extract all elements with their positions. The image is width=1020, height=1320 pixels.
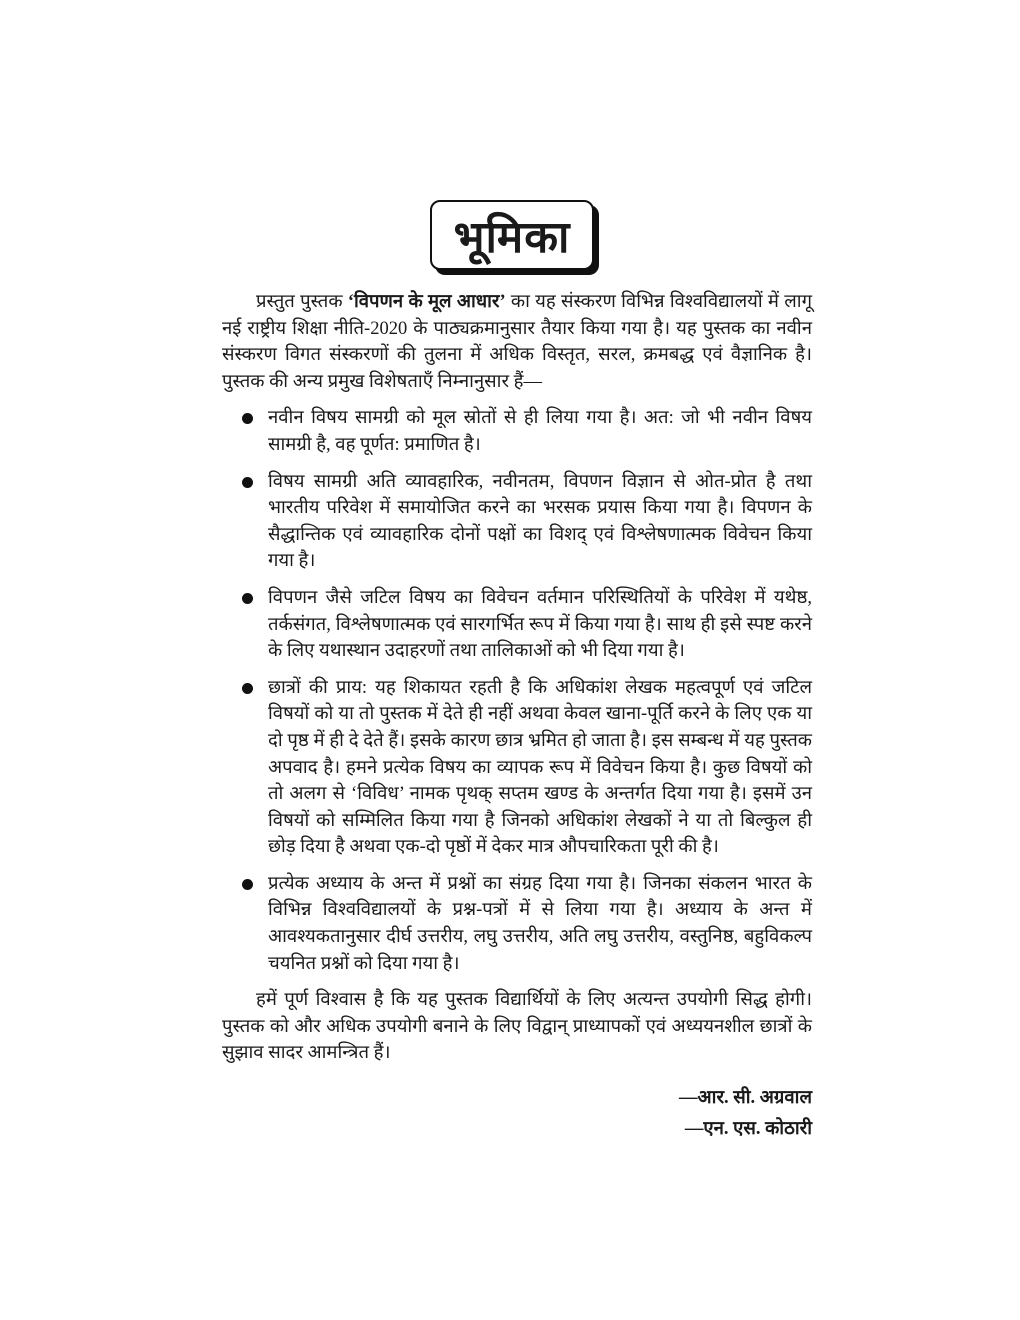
preface-body [222,289,812,1142]
list-item [222,871,812,977]
intro-paragraph [222,289,812,395]
list-item [222,405,812,458]
features-list [222,405,812,977]
list-item-text: विषय सामग्री अति व्यावहारिक, नवीनतम, विपणन विज्ञान से ओत-प्रोत है तथा भारतीय परिवेश में समायोजित करने का भरसक प्रयास किया गया है। विपणन के सैद्धान्तिक एवं व्यावहारिक दोनों पक्षों का विशद् एवं विश्लेषणात्मक विवेचन किया गया है। [268,471,812,572]
intro-text-start: प्रस्तुत पुस्तक [256,292,348,312]
list-item [222,675,812,861]
list-item-text: छात्रों की प्राय: यह शिकायत रहती है कि अधिकांश लेखक महत्वपूर्ण एवं जटिल विषयों को या तो पुस्तक में देते ही नहीं अथवा केवल खाना-पूर्ति करने के लिए एक या दो पृष्ठ में ही दे देते हैं। इसके कारण छात्र भ्रमित हो जाता है। इस सम्बन्ध में यह पुस्तक अपवाद है। हमने प्रत्येक विषय का व्यापक रूप में विवेचन किया है। कुछ विषयों को तो अलग से ‘विविध’ नामक पृथक् सप्तम खण्ड के अन्तर्गत दिया गया है। इसमें उन विषयों को सम्मिलित किया गया है जिनको अधिकांश लेखकों ने या तो बिल्कुल ही छोड़ दिया है अथवा एक-दो पृष्ठों में देकर मात्र औपचारिकता पूरी की है। [268,677,812,858]
list-item [222,469,812,575]
bullet-icon [242,593,253,604]
list-item [222,585,812,665]
list-item-text: प्रत्येक अध्याय के अन्त में प्रश्नों का संग्रह दिया गया है। जिनका संकलन भारत के विभिन्न विश्वविद्यालयों के प्रश्न-पत्रों में से लिया गया है। अध्याय के अन्त में आवश्यकतानुसार दीर्घ उत्तरीय, लघु उत्तरीय, अति लघु उत्तरीय, वस्तुनिष्ठ, बहुविकल्प चयनित प्रश्नों को दिया गया है। [268,873,812,974]
signature-author-1: —आर. सी. अग्रवाल [679,1088,812,1109]
closing-paragraph: हमें पूर्ण विश्वास है कि यह पुस्तक विद्यार्थियों के लिए अत्यन्त उपयोगी सिद्ध होगी। पुस्तक को और अधिक उपयोगी बनाने के लिए विद्वान् प्राध्यापकों एवं अध्ययनशील छात्रों के सुझाव सादर आमन्त्रित हैं। [222,990,812,1064]
intro-text-end: का यह संस्करण विभिन्न विश्वविद्यालयों में लागू नई राष्ट्रीय शिक्षा नीति-2020 के पाठ्यक्रमानुसार तैयार किया गया है। यह पुस्तक का नवीन संस्करण विगत संस्करणों की तुलना में अधिक विस्तृत, सरल, क्रमबद्ध एवं वैज्ञानिक है। पुस्तक की अन्य प्रमुख विशेषताएँ निम्नानुसार हैं— [222,292,812,392]
page-title: भूमिका [430,200,594,270]
bullet-icon [242,413,253,424]
book-title: ‘विपणन के मूल आधार’ [347,292,506,312]
signature-author-2: —एन. एस. कोठारी [684,1118,812,1139]
list-item-text: नवीन विषय सामग्री को मूल स्रोतों से ही लिया गया है। अत: जो भी नवीन विषय सामग्री है, वह पूर्णत: प्रमाणित है। [268,408,812,455]
bullet-icon [242,683,253,694]
list-item-text: विपणन जैसे जटिल विषय का विवेचन वर्तमान परिस्थितियों के परिवेश में यथेष्ठ, तर्कसंगत, विश्लेषणात्मक एवं सारगर्भित रूप में किया गया है। साथ ही इसे स्पष्ट करने के लिए यथास्थान उदाहरणों तथा तालिकाओं को भी दिया गया है। [268,587,812,662]
bullet-icon [242,477,253,488]
bullet-icon [242,879,253,890]
